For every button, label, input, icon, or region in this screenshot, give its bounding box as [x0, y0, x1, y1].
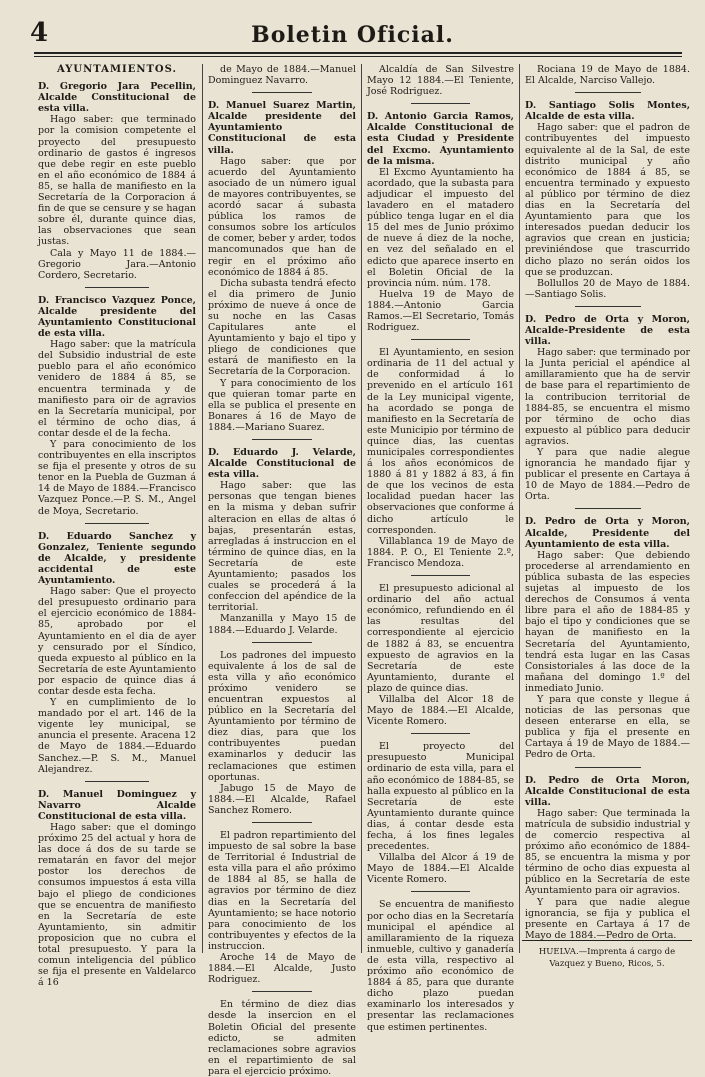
- notice-paragraph: El proyecto del presupuesto Municipal ordinario de esta villa, para el año económico de 1884-85, se halla expuesto al público en la Secretaría de este Ayuntamiento durante quince dias, á contar desde esta fecha, á los fines legales precedentes.: [367, 741, 514, 853]
- notice-paragraph: Bollullos 20 de Mayo de 1884.—Santiago Solis.: [525, 277, 690, 300]
- notice: [525, 775, 690, 941]
- notice-heading: D. Pedro de Orta y Moron, Alcalde-Presidente de esta villa.: [525, 313, 690, 348]
- notice: [367, 741, 514, 885]
- notice-paragraph: Hago saber: que el domingo próximo 25 del actual y hora de las doce á dos de su tarde se rematarán en favor del mejor postor los derechos de consumos impuestos á esta villa bajo el pliego de condiciones que se encuentra de manifiesto en la Secretaría de este Ayuntamiento, sin admitir proposicion que no cubra el total presupuesto. Y para la comun inteligencia del público se fija el presente en Valdelarco á 16: [38, 822, 196, 989]
- notice-separator: [85, 781, 148, 782]
- text-column-2: [208, 64, 356, 1077]
- notice: [208, 447, 356, 636]
- notice-separator: [411, 733, 470, 734]
- notice-paragraph: Hago saber: que por acuerdo del Ayuntamiento asociado de un número igual de mayores contribuyentes, se acordó sacar á subasta pública los ramos de consumos sobre los artículos de comer, beber y arder, todos mancomunados que han de regir en el próximo año económico de 1884 á 85.: [208, 155, 356, 278]
- notice: [525, 100, 690, 300]
- section-heading: AYUNTAMIENTOS.: [57, 64, 177, 75]
- notice-paragraph: Huelva 19 de Mayo de 1884.—Antonio Garcia Ramos.—El Secretario, Tomás Rodriguez.: [367, 288, 514, 334]
- notice-paragraph: Hago saber: que las personas que tengan bienes en la misma y deban sufrir alteracion en ellas de altas ó bajas, presentarán estas, arregladas á instruccion en el término de quince dias, en la Secretaría de este Ayuntamiento; pasados los cuales se procederá á la confeccion del apéndice de la territorial.: [208, 480, 356, 614]
- notice-separator: [411, 103, 470, 104]
- notice-paragraph: Villalba del Alcor á 19 de Mayo de 1884.—El Alcalde Vicente Romero.: [367, 852, 514, 886]
- header-rule: [34, 52, 682, 54]
- notice: [525, 314, 690, 503]
- notice: [525, 64, 690, 86]
- notice: [208, 650, 356, 816]
- notice: [367, 111, 514, 333]
- notice-separator: [252, 439, 311, 440]
- column-divider: [361, 64, 362, 953]
- notice-paragraph: Hago saber: Que terminada la matrícula de subsidio industrial y de comercio respectiva al próximo año económico de 1884-85, se encuentra la misma y por término de ocho dias expuesta al público en la Secretaría de este Ayuntamiento para oir agravios.: [525, 807, 690, 897]
- notice-separator: [411, 575, 470, 576]
- notice-paragraph: Y para que nadie alegue ignorancia he mandado fijar y publicar el presente en Cartaya á 10 de Mayo de 1884.—Pedro de Orta.: [525, 447, 690, 503]
- notice-separator: [252, 991, 311, 992]
- notice-paragraph: El Ayuntamiento, en sesion ordinaria de 11 del actual y de conformidad á lo prevenido en el artículo 161 de la Ley municipal vigente, ha acordado se ponga de manifiesto en la Secretaría de este Municipio por término de quince dias, las cuentas municipales correspondientes á los años económicos de 1880 á 81 y 1882 á 83, á fin de que los vecinos de esta localidad puedan hacer las observaciones que conforme á dicho artículo le corresponden.: [367, 347, 514, 536]
- notice-paragraph: Manzanilla y Mayo 15 de 1884.—Eduardo J. Velarde.: [208, 613, 356, 636]
- footer-rule: [522, 940, 692, 941]
- notice-heading: D. Eduardo J. Velarde, Alcalde Constitucional de esta villa.: [208, 447, 356, 481]
- text-column-4: [525, 64, 690, 941]
- notice: [208, 100, 356, 433]
- notice-paragraph: Los padrones del impuesto equivalente á los de sal de esta villa y año económico próximo venidero se encuentran expuestos al público en la Secretaría del Ayuntamiento por término de diez dias, para que los contribuyentes puedan examinarlos y deducir las reclamaciones que estimen oportunas.: [208, 649, 356, 783]
- notice: [38, 81, 196, 281]
- notice-heading: D. Santiago Solis Montes, Alcalde de esta villa.: [525, 100, 690, 123]
- notice-paragraph: Hago saber: que el padron de contribuyentes del impuesto equivalente al de la Sal, de este distrito municipal y año económico de 1884 á 85, se encuentra terminado y expuesto al público por término de diez dias en la Secretaría del Ayuntamiento para que los interesados puedan deducir los agravios que crean en justicia; previniéndose que trascurrido dicho plazo no serán oidos los que se produzcan.: [525, 122, 690, 278]
- notice: [367, 347, 514, 569]
- notice: [367, 899, 514, 1032]
- notice-paragraph: Cala y Mayo 11 de 1884.—Gregorio Jara.—Antonio Cordero, Secretario.: [38, 247, 196, 281]
- notice: [38, 295, 196, 517]
- notice-paragraph: Hago saber: que terminado por la Junta pericial el apéndice al amillaramiento que ha de servir de base para el repartimiento de la contribucion territorial de 1884-85, se encuentra el mismo por término de ocho dias expuesto al público para deducir agravios.: [525, 347, 690, 447]
- notice-paragraph: Se encuentra de manifiesto por ocho dias en la Secretaría municipal el apéndice al amillaramiento de la riqueza inmueble, cultivo y ganadería de esta villa, respectivo al próximo año económico de 1884 á 85, para que durante dicho plazo puedan examinarlo los interesados y presentar las reclamaciones que estimen pertinentes.: [367, 899, 514, 1033]
- notice: [208, 999, 356, 1077]
- notice-heading: D. Eduardo Sanchez y Gonzalez, Teniente segundo de Alcalde, y presidente accidental de este Ayuntamiento.: [38, 530, 196, 587]
- notice-heading: D. Gregorio Jara Pecellin, Alcalde Constitucional de esta villa.: [38, 81, 196, 115]
- text-column-1: [38, 64, 196, 989]
- notice-paragraph: de Mayo de 1884.—Manuel Dominguez Navarro.: [208, 64, 356, 87]
- notice-paragraph: El presupuesto adicional al ordinario del año actual económico, refundiendo en él las resultas del correspondiente al ejercicio de 1882 á 83, se encuentra expuesto de agravios en la Secretaría de este Ayuntamiento, durante el plazo de quince dias.: [367, 583, 514, 694]
- notice: [367, 64, 514, 97]
- notice-separator: [85, 287, 148, 288]
- notice-paragraph: Y en cumplimiento de lo mandado por el art. 146 de la vigente ley municipal, se anuncia el presente. Aracena 12 de Mayo de 1884.—Eduardo Sanchez.—P. S. M., Manuel Alejandrez.: [38, 697, 196, 775]
- notice-paragraph: Rociana 19 de Mayo de 1884. El Alcalde, Narciso Vallejo.: [525, 64, 690, 87]
- masthead-title: Boletin Oficial.: [251, 22, 454, 48]
- notice-separator: [575, 508, 641, 509]
- notice-paragraph: Dicha subasta tendrá efecto el dia primero de Junio próximo de nueve á once de su noche en las Casas Capitulares ante el Ayuntamiento y bajo el tipo y pliego de condiciones que estará de manifiesto en la Secretaría de la Corporacion.: [208, 277, 356, 378]
- notice-paragraph: Villalba del Alcor 18 de Mayo de 1884.—El Alcalde, Vicente Romero.: [367, 693, 514, 728]
- notice-paragraph: Y para que conste y llegue á noticias de las personas que deseen enterarse en ella, se publica y fija el presente en Cartaya á 19 de Mayo de 1884.—Pedro de Orta.: [525, 693, 690, 761]
- notice-heading: D. Pedro de Orta Moron, Alcalde Constitucional de esta villa.: [525, 774, 690, 808]
- notice-paragraph: Y para conocimiento de los contribuyentes en ella inscriptos se fija el presente y otros de su tenor en la Puebla de Guzman á 14 de Mayo de 1884.—Francisco Vazquez Ponce.—P. S. M., Angel de Moya, Secretario.: [38, 439, 196, 517]
- notice: [38, 531, 196, 775]
- notice: [38, 789, 196, 989]
- notice-separator: [575, 767, 641, 768]
- column-divider: [202, 64, 203, 953]
- notice: [208, 64, 356, 86]
- notice-separator: [411, 339, 470, 340]
- notice: [208, 830, 356, 985]
- notice-heading: D. Manuel Dominguez y Navarro Alcalde Constitucional de esta villa.: [38, 788, 196, 822]
- page-number: 4: [30, 18, 49, 48]
- notice-paragraph: Hago saber: que terminado por la comision competente el proyecto del presupuesto ordinario de gastos é ingresos que debe regir en este pueblo en el año económico de 1884 á 85, se halla de manifiesto en la Secretaría de la Corporacion á fin de que se censure y se hagan sobre él, durante quince dias, las observaciones que sean justas.: [38, 114, 196, 248]
- notice-separator: [252, 642, 311, 643]
- notice-paragraph: Y para conocimiento de los que quieran tomar parte en ella se publica el presente en Bonares á 16 de Mayo de 1884.—Mariano Suarez.: [208, 377, 356, 433]
- notice-paragraph: Alcaldía de San Silvestre Mayo 12 1884.—El Teniente, José Rodriguez.: [367, 64, 514, 98]
- notice-separator: [575, 92, 641, 93]
- notice-separator: [252, 822, 311, 823]
- notice-separator: [575, 306, 641, 307]
- notice-paragraph: En término de diez dias desde la insercion en el Boletin Oficial del presente edicto, se admiten reclamaciones sobre agravios en el repartimiento de sal para el ejercicio próximo.: [208, 999, 356, 1077]
- notice-paragraph: Aroche 14 de Mayo de 1884.—El Alcalde, Justo Rodriguez.: [208, 952, 356, 986]
- notice-separator: [85, 523, 148, 524]
- notice-heading: D. Manuel Suarez Martin, Alcalde presidente del Ayuntamiento Constitucional de esta villa.: [208, 100, 356, 156]
- notice-separator: [252, 92, 311, 93]
- column-divider: [519, 64, 520, 953]
- notice-paragraph: Y para que nadie alegue ignorancia, se fija y publica el presente en Cartaya á 17 de Mayo de 1884.—Pedro de Orta.: [525, 896, 690, 941]
- notice-paragraph: Hago saber: que la matrícula del Subsidio industrial de este pueblo para el año económico venidero de 1884 á 85, se encuentra terminada y de manifiesto para oir de agravios en la Secretaría municipal, por el término de ocho dias, á contar desde el de la fecha.: [38, 339, 196, 439]
- notice-heading: D. Francisco Vazquez Ponce, Alcalde presidente del Ayuntamiento Constitucional de esta villa.: [38, 294, 196, 340]
- notice-paragraph: El Excmo Ayuntamiento ha acordado, que la subasta para adjudicar el impuesto del lavadero en el matadero público tenga lugar en el dia 15 del mes de Junio próximo de nueve á diez de la noche, en vez del señalado en el edicto que aparece inserto en el Boletin Oficial de la provincia núm. núm. 178.: [367, 166, 514, 289]
- notice-paragraph: Jabugo 15 de Mayo de 1884.—El Alcalde, Rafael Sanchez Romero.: [208, 782, 356, 816]
- text-column-3: [367, 64, 514, 1033]
- notice-heading: D. Pedro de Orta y Moron, Alcalde, Presidente del Ayuntamiento de esta villa.: [525, 516, 690, 550]
- notice-paragraph: El padron repartimiento del impuesto de sal sobre la base de Territorial é Industrial de esta villa para el año próximo de 1884 al 85, se halla de agravios por término de diez dias en la Secretaría del Ayuntamiento; se hace notorio para conocimiento de los contribuyentes y efectos de la instruccion.: [208, 830, 356, 952]
- header-rule-thin: [34, 56, 682, 57]
- notice: [367, 583, 514, 727]
- notice-paragraph: Hago saber: Que el proyecto del presupuesto ordinario para el ejercicio económico de 1884-85, aprobado por el Ayuntamiento en el dia de ayer y censurado por el Síndico, queda expuesto al público en la Secretaría de este Ayuntamiento por espacio de quince dias á contar desde esta fecha.: [38, 586, 196, 697]
- notice-separator: [411, 891, 470, 892]
- notice-paragraph: Villablanca 19 de Mayo de 1884. P. O., El Teniente 2.º, Francisco Mendoza.: [367, 535, 514, 569]
- notice-paragraph: Hago saber: Que debiendo procederse al arrendamiento en pública subasta de las especies sujetas al impuesto de los derechos de Consumos á venta libre para el año de 1884-85 y bajo el tipo y condiciones que se hayan de manifiesto en la Secretaría del Ayuntamiento, tendrá esta lugar en las Casas Consistoriales á las doce de la mañana del domingo 1.º del inmediato Junio.: [525, 549, 690, 694]
- notice: [525, 516, 690, 760]
- imprint: HUELVA.—Imprenta á cargo de Vazquez y Bueno, Ricos, 5.: [538, 947, 676, 969]
- notice-heading: D. Antonio Garcia Ramos, Alcalde Constitucional de esta Ciudad y Presidente del Excmo. Ayuntamiento de la misma.: [367, 111, 514, 167]
